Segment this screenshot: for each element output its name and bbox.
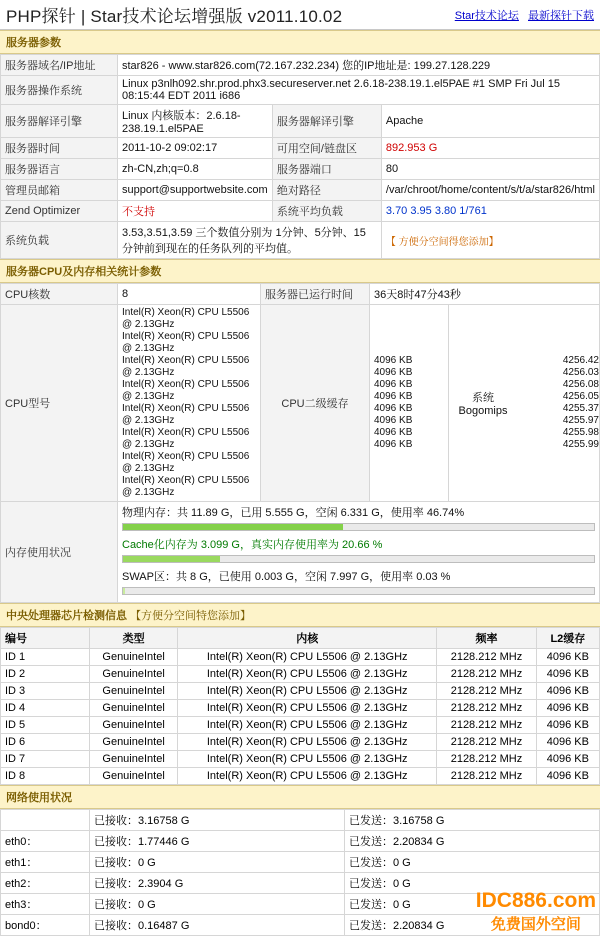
chip-core: Intel(R) Xeon(R) CPU L5506 @ 2.13GHz bbox=[178, 666, 437, 683]
table-row bbox=[1, 222, 600, 259]
chip-freq: 2128.212 MHz bbox=[437, 700, 537, 717]
label-kernel: 服务器解译引擎 bbox=[1, 105, 118, 138]
net-rx: 已接收：1.77446 G bbox=[90, 831, 345, 852]
net-rx: 已接收：2.3904 G bbox=[90, 873, 345, 894]
server-params-table bbox=[0, 54, 600, 259]
chip-id: ID 4 bbox=[1, 700, 90, 717]
chip-core: Intel(R) Xeon(R) CPU L5506 @ 2.13GHz bbox=[178, 683, 437, 700]
net-rx: 已接收：0 G bbox=[90, 894, 345, 915]
page-title: PHP探针 | Star技术论坛增强版 v2011.10.02 bbox=[6, 7, 343, 26]
section-cpu-memory-heading: 服务器CPU及内存相关统计参数 bbox=[0, 259, 600, 283]
label-absolute-path: 绝对路径 bbox=[272, 180, 381, 201]
label-zend-optimizer: Zend Optimizer bbox=[1, 201, 118, 222]
chip-type: GenuineIntel bbox=[90, 700, 178, 717]
table-row bbox=[1, 284, 600, 305]
table-row bbox=[1, 751, 600, 768]
chip-type: GenuineIntel bbox=[90, 768, 178, 785]
bogomips-item: 4256.05 bbox=[562, 391, 599, 402]
chip-l2: 4096 KB bbox=[536, 683, 599, 700]
table-row bbox=[1, 768, 600, 785]
chip-freq: 2128.212 MHz bbox=[437, 717, 537, 734]
value-uptime: 36天8时47分43秒 bbox=[370, 284, 600, 305]
table-row bbox=[1, 810, 600, 831]
chip-l2: 4096 KB bbox=[536, 751, 599, 768]
memory-swap-bar bbox=[122, 587, 595, 595]
label-bogomips: 系统Bogomips bbox=[458, 392, 508, 417]
watermark-line1: IDC886.com bbox=[475, 889, 596, 912]
table-row bbox=[1, 55, 600, 76]
net-iface: eth0： bbox=[1, 831, 90, 852]
table-header-row bbox=[1, 628, 600, 649]
label-server-language: 服务器语言 bbox=[1, 159, 118, 180]
cache-item: 4096 KB bbox=[374, 355, 413, 366]
chip-l2: 4096 KB bbox=[536, 649, 599, 666]
section-chip-heading bbox=[0, 603, 600, 627]
label-system-load: 系统负载 bbox=[1, 222, 118, 259]
cache-item: 4096 KB bbox=[374, 367, 413, 378]
value-zend-optimizer: 不支持 bbox=[118, 201, 273, 222]
chip-id: ID 5 bbox=[1, 717, 90, 734]
col-l2: L2缓存 bbox=[536, 628, 599, 649]
label-domain-ip: 服务器域名/IP地址 bbox=[1, 55, 118, 76]
cache-item: 4096 KB bbox=[374, 391, 413, 402]
label-uptime: 服务器已运行时间 bbox=[261, 284, 370, 305]
memory-swap-text: SWAP区：共 8 G，已使用 0.003 G，空闲 7.997 G，使用率 0.03 % bbox=[122, 571, 451, 583]
label-free-space: 可用空间/链盘区 bbox=[272, 138, 381, 159]
table-row bbox=[1, 159, 600, 180]
label-cpu-model: CPU型号 bbox=[1, 305, 118, 502]
value-bogomips-list bbox=[517, 355, 599, 451]
value-load-average: 3.70 3.95 3.80 1/761 bbox=[381, 201, 599, 222]
value-free-space: 892.953 G bbox=[381, 138, 599, 159]
table-row bbox=[1, 915, 600, 936]
table-row bbox=[1, 105, 600, 138]
chip-type: GenuineIntel bbox=[90, 751, 178, 768]
watermark-line2: 免费国外空间 bbox=[490, 916, 581, 933]
table-row bbox=[1, 305, 600, 502]
table-row bbox=[1, 201, 600, 222]
net-tx: 已发送：2.20834 G bbox=[345, 831, 600, 852]
net-tx: 已发送：2.20834 G bbox=[345, 915, 600, 936]
cache-item: 4096 KB bbox=[374, 403, 413, 414]
cpu-model-item: Intel(R) Xeon(R) CPU L5506 @ 2.13GHz bbox=[122, 331, 250, 354]
bogomips-item: 4255.99 bbox=[562, 439, 599, 450]
col-freq: 频率 bbox=[437, 628, 537, 649]
cache-item: 4096 KB bbox=[374, 439, 413, 450]
value-server-time: 2011-10-2 09:02:17 bbox=[118, 138, 273, 159]
value-server-language: zh-CN,zh;q=0.8 bbox=[118, 159, 273, 180]
memory-physical-text: 物理内存：共 11.89 G，已用 5.555 G，空闲 6.331 G，使用率 46.74% bbox=[122, 507, 465, 519]
net-tx: 已发送：0 G bbox=[345, 873, 600, 894]
table-row bbox=[1, 76, 600, 105]
label-admin-email: 管理员邮箱 bbox=[1, 180, 118, 201]
table-row bbox=[1, 734, 600, 751]
cpu-model-item: Intel(R) Xeon(R) CPU L5506 @ 2.13GHz bbox=[122, 355, 250, 378]
chip-heading-note: 【方便分空间特您添加】 bbox=[130, 610, 252, 622]
bogomips-item: 4256.03 bbox=[562, 367, 599, 378]
table-row bbox=[1, 649, 600, 666]
cpu-model-item: Intel(R) Xeon(R) CPU L5506 @ 2.13GHz bbox=[122, 403, 250, 426]
net-iface: bond0： bbox=[1, 915, 90, 936]
net-tx: 已发送：3.16758 G bbox=[345, 810, 600, 831]
label-engine: 服务器解译引擎 bbox=[272, 105, 381, 138]
chip-id: ID 7 bbox=[1, 751, 90, 768]
chip-freq: 2128.212 MHz bbox=[437, 768, 537, 785]
bogomips-item: 4256.08 bbox=[562, 379, 599, 390]
chip-id: ID 1 bbox=[1, 649, 90, 666]
chip-l2: 4096 KB bbox=[536, 666, 599, 683]
chip-type: GenuineIntel bbox=[90, 649, 178, 666]
cache-item: 4096 KB bbox=[374, 427, 413, 438]
chip-table bbox=[0, 627, 600, 785]
chip-freq: 2128.212 MHz bbox=[437, 683, 537, 700]
label-server-time: 服务器时间 bbox=[1, 138, 118, 159]
chip-id: ID 8 bbox=[1, 768, 90, 785]
table-row bbox=[1, 852, 600, 873]
chip-type: GenuineIntel bbox=[90, 666, 178, 683]
cpu-model-item: Intel(R) Xeon(R) CPU L5506 @ 2.13GHz bbox=[122, 451, 250, 474]
cpu-memory-table bbox=[0, 283, 600, 603]
value-server-port: 80 bbox=[381, 159, 599, 180]
net-iface: eth2： bbox=[1, 873, 90, 894]
bogomips-item: 4256.42 bbox=[562, 355, 599, 366]
net-iface: eth3： bbox=[1, 894, 90, 915]
col-core: 内核 bbox=[178, 628, 437, 649]
page-header bbox=[0, 0, 600, 30]
value-os: Linux p3nlh092.shr.prod.phx3.secureserver.net 2.6.18-238.19.1.el5PAE #1 SMP Fri Jul 15 08:15:44 EDT 2011 i686 bbox=[118, 76, 600, 105]
table-row bbox=[1, 700, 600, 717]
chip-l2: 4096 KB bbox=[536, 734, 599, 751]
note-add: 【 方便分空间得您添加】 bbox=[381, 222, 599, 259]
value-cpu-model-list bbox=[118, 305, 261, 502]
value-absolute-path: /var/chroot/home/content/s/t/a/star826/html bbox=[381, 180, 599, 201]
chip-freq: 2128.212 MHz bbox=[437, 751, 537, 768]
table-row bbox=[1, 831, 600, 852]
memory-cache-bar bbox=[122, 555, 595, 563]
link-star-forum[interactable]: Star技术论坛 bbox=[454, 9, 519, 22]
chip-core: Intel(R) Xeon(R) CPU L5506 @ 2.13GHz bbox=[178, 700, 437, 717]
table-row bbox=[1, 666, 600, 683]
value-cpu-count: 8 bbox=[118, 284, 261, 305]
table-row bbox=[1, 717, 600, 734]
chip-l2: 4096 KB bbox=[536, 700, 599, 717]
label-cpu-l2-cache: CPU二级缓存 bbox=[261, 305, 370, 502]
memory-cache-text: Cache化内存为 3.099 G，真实内存使用率为 20.66 % bbox=[122, 539, 383, 551]
chip-core: Intel(R) Xeon(R) CPU L5506 @ 2.13GHz bbox=[178, 717, 437, 734]
table-row bbox=[1, 894, 600, 915]
header-links bbox=[449, 7, 594, 23]
table-row bbox=[449, 355, 599, 451]
section-network-heading: 网络使用状况 bbox=[0, 785, 600, 809]
value-cpu-cache-list bbox=[370, 305, 449, 502]
col-id: 编号 bbox=[1, 628, 90, 649]
cpu-model-item: Intel(R) Xeon(R) CPU L5506 @ 2.13GHz bbox=[122, 475, 250, 498]
chip-freq: 2128.212 MHz bbox=[437, 649, 537, 666]
table-row bbox=[1, 138, 600, 159]
table-row bbox=[1, 180, 600, 201]
section-server-params-heading: 服务器参数 bbox=[0, 30, 600, 54]
chip-core: Intel(R) Xeon(R) CPU L5506 @ 2.13GHz bbox=[178, 768, 437, 785]
label-server-port: 服务器端口 bbox=[272, 159, 381, 180]
value-engine: Apache bbox=[381, 105, 599, 138]
bogomips-item: 4255.98 bbox=[562, 427, 599, 438]
table-row bbox=[1, 873, 600, 894]
chip-freq: 2128.212 MHz bbox=[437, 666, 537, 683]
network-table bbox=[0, 809, 600, 936]
bogomips-cell bbox=[449, 305, 600, 502]
cache-item: 4096 KB bbox=[374, 415, 413, 426]
cpu-model-item: Intel(R) Xeon(R) CPU L5506 @ 2.13GHz bbox=[122, 307, 250, 330]
chip-type: GenuineIntel bbox=[90, 734, 178, 751]
net-rx: 已接收：0 G bbox=[90, 852, 345, 873]
chip-heading-text: 中央处理器芯片检测信息 bbox=[6, 610, 127, 622]
net-rx: 已接收：3.16758 G bbox=[90, 810, 345, 831]
chip-core: Intel(R) Xeon(R) CPU L5506 @ 2.13GHz bbox=[178, 751, 437, 768]
table-row bbox=[1, 683, 600, 700]
chip-l2: 4096 KB bbox=[536, 768, 599, 785]
chip-freq: 2128.212 MHz bbox=[437, 734, 537, 751]
chip-id: ID 2 bbox=[1, 666, 90, 683]
value-domain-ip: star826 - www.star826.com(72.167.232.234) 您的IP地址是: 199.27.128.229 bbox=[118, 55, 600, 76]
label-cpu-count: CPU核数 bbox=[1, 284, 118, 305]
cache-item: 4096 KB bbox=[374, 379, 413, 390]
label-load-average: 系统平均负载 bbox=[272, 201, 381, 222]
label-memory-usage: 内存使用状况 bbox=[1, 502, 118, 603]
chip-core: Intel(R) Xeon(R) CPU L5506 @ 2.13GHz bbox=[178, 734, 437, 751]
chip-core: Intel(R) Xeon(R) CPU L5506 @ 2.13GHz bbox=[178, 649, 437, 666]
chip-l2: 4096 KB bbox=[536, 717, 599, 734]
chip-id: ID 3 bbox=[1, 683, 90, 700]
net-rx: 已接收：0.16487 G bbox=[90, 915, 345, 936]
label-os: 服务器操作系统 bbox=[1, 76, 118, 105]
net-iface: eth1： bbox=[1, 852, 90, 873]
value-kernel: Linux 内核版本：2.6.18-238.19.1.el5PAE bbox=[118, 105, 273, 138]
value-admin-email: support@supportwebsite.com bbox=[118, 180, 273, 201]
value-system-load: 3.53,3.51,3.59 三个数值分别为 1分钟、5分钟、15分钟前到现在的任务队列的平均值。 bbox=[118, 222, 382, 259]
col-type: 类型 bbox=[90, 628, 178, 649]
bogomips-item: 4255.37 bbox=[562, 403, 599, 414]
memory-physical-bar bbox=[122, 523, 595, 531]
link-latest-probe-download[interactable]: 最新探针下载 bbox=[528, 9, 594, 22]
net-iface bbox=[1, 810, 90, 831]
chip-type: GenuineIntel bbox=[90, 717, 178, 734]
net-tx: 已发送：0 G bbox=[345, 894, 600, 915]
net-tx: 已发送：0 G bbox=[345, 852, 600, 873]
memory-usage-cell bbox=[118, 502, 600, 603]
chip-type: GenuineIntel bbox=[90, 683, 178, 700]
cpu-model-item: Intel(R) Xeon(R) CPU L5506 @ 2.13GHz bbox=[122, 379, 250, 402]
table-row bbox=[1, 502, 600, 603]
bogomips-item: 4255.97 bbox=[562, 415, 599, 426]
chip-id: ID 6 bbox=[1, 734, 90, 751]
cpu-model-item: Intel(R) Xeon(R) CPU L5506 @ 2.13GHz bbox=[122, 427, 250, 450]
